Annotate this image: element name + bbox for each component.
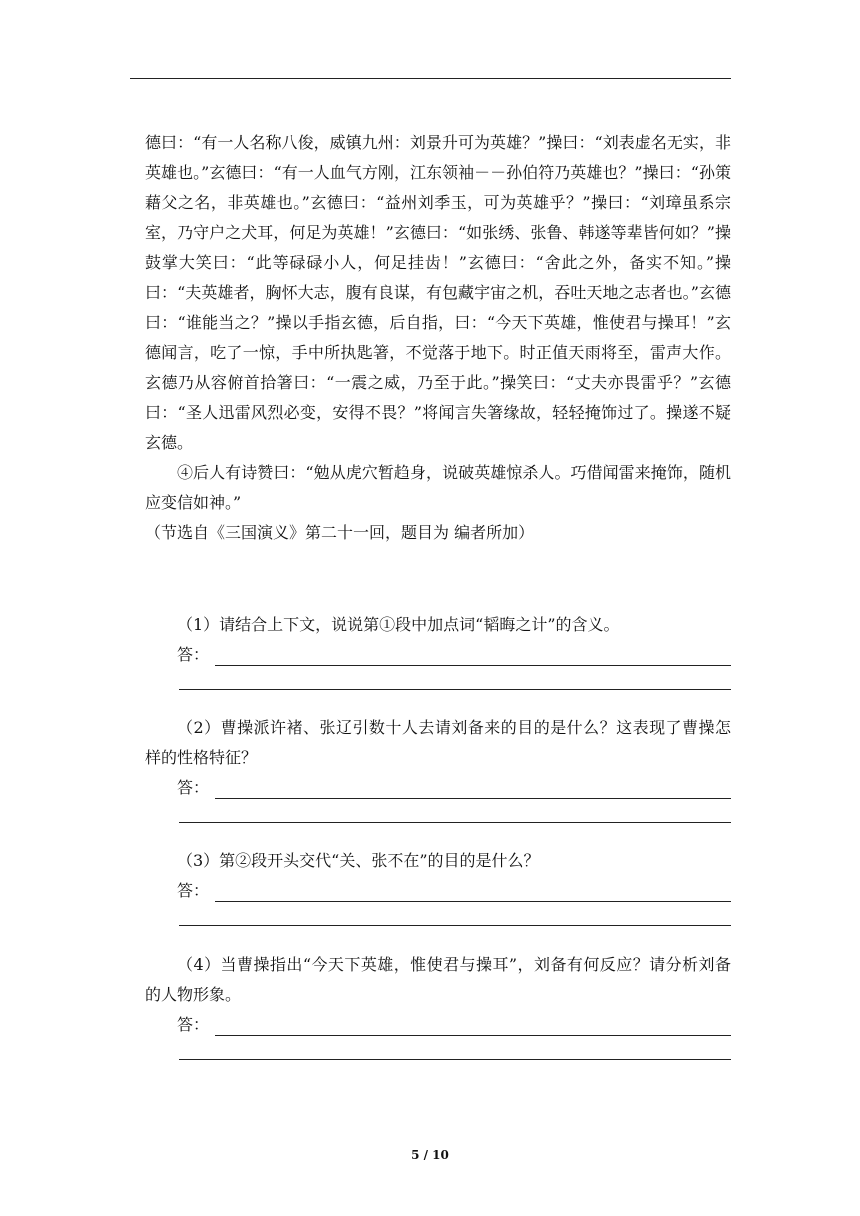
page-number: 5 / 10: [411, 1148, 449, 1162]
answer-underline: [179, 822, 731, 823]
answer-line-2[interactable]: [145, 803, 731, 837]
answer-underline: [215, 1035, 731, 1036]
question-4: [145, 950, 731, 1074]
answer-underline: [215, 798, 731, 799]
question-text: （3）第②段开头交代“关、张不在”的目的是什么？: [177, 851, 540, 870]
answer-underline: [215, 665, 731, 666]
answer-underline: [215, 901, 731, 902]
question-1: [145, 610, 731, 704]
passage-paragraph: 德曰：“有一人名称八俊，威镇九州：刘景升可为英雄？”操曰：“刘表虚名无实，非英雄也。”玄德曰：“有一人血气方刚，江东领袖－－孙伯符乃英雄也？”操曰：“孙策藉父之名，非英雄也。”玄德曰：“益州刘季玉，可为英雄乎？”操曰：“刘璋虽系宗室，乃守户之犬耳，何足为英雄！”玄德曰：“如张绣、张鲁、韩遂等辈皆何如？”操鼓掌大笑曰：“此等碌碌小人，何足挂齿！”玄德曰：“舍此之外，备实不知。”操曰：“夫英雄者，胸怀大志，腹有良谋，有包藏宇宙之机，吞吐天地之志者也。”玄德曰：“谁能当之？”操以手指玄德，后自指，曰：“今天下英雄，惟使君与操耳！”玄德闻言，吃了一惊，手中所执匙箸，不觉落于地下。时正值天雨将至，雷声大作。玄德乃从容俯首拾箸曰：“一震之威，乃至于此。”操笑曰：“丈夫亦畏雷乎？”玄德曰：“圣人迅雷风烈必变，安得不畏？”将闻言失箸缘故，轻轻掩饰过了。操遂不疑玄德。: [145, 133, 731, 452]
question-text: （1）请结合上下文，说说第①段中加点词“韬晦之计”的含义。: [177, 615, 620, 634]
source-note: （节选自《三国演义》第二十一回，题目为 编者所加）: [145, 523, 535, 542]
passage: [145, 128, 731, 548]
answer-line[interactable]: [145, 773, 731, 803]
header-rule: [130, 78, 731, 79]
answer-label: 答：: [177, 778, 210, 797]
question-text: （2）曹操派许褚、张辽引数十人去请刘备来的目的是什么？这表现了曹操怎样的性格特征？: [145, 718, 731, 767]
answer-line-2[interactable]: [145, 670, 731, 704]
answer-label: 答：: [177, 1015, 210, 1034]
poem-paragraph: ④后人有诗赞曰：“勉从虎穴暂趋身，说破英雄惊杀人。巧借闻雷来掩饰，随机应变信如神。”: [145, 463, 731, 512]
question-3: [145, 846, 731, 940]
answer-line-2[interactable]: [145, 1040, 731, 1074]
answer-line[interactable]: [145, 1010, 731, 1040]
answer-line[interactable]: [145, 876, 731, 906]
question-text: （4）当曹操指出“今天下英雄，惟使君与操耳”，刘备有何反应？请分析刘备的人物形象。: [145, 955, 731, 1004]
answer-label: 答：: [177, 645, 210, 664]
answer-line-2[interactable]: [145, 906, 731, 940]
answer-line[interactable]: [145, 640, 731, 670]
answer-underline: [179, 925, 731, 926]
answer-underline: [179, 689, 731, 690]
answer-label: 答：: [177, 881, 210, 900]
question-2: [145, 713, 731, 837]
answer-underline: [179, 1059, 731, 1060]
